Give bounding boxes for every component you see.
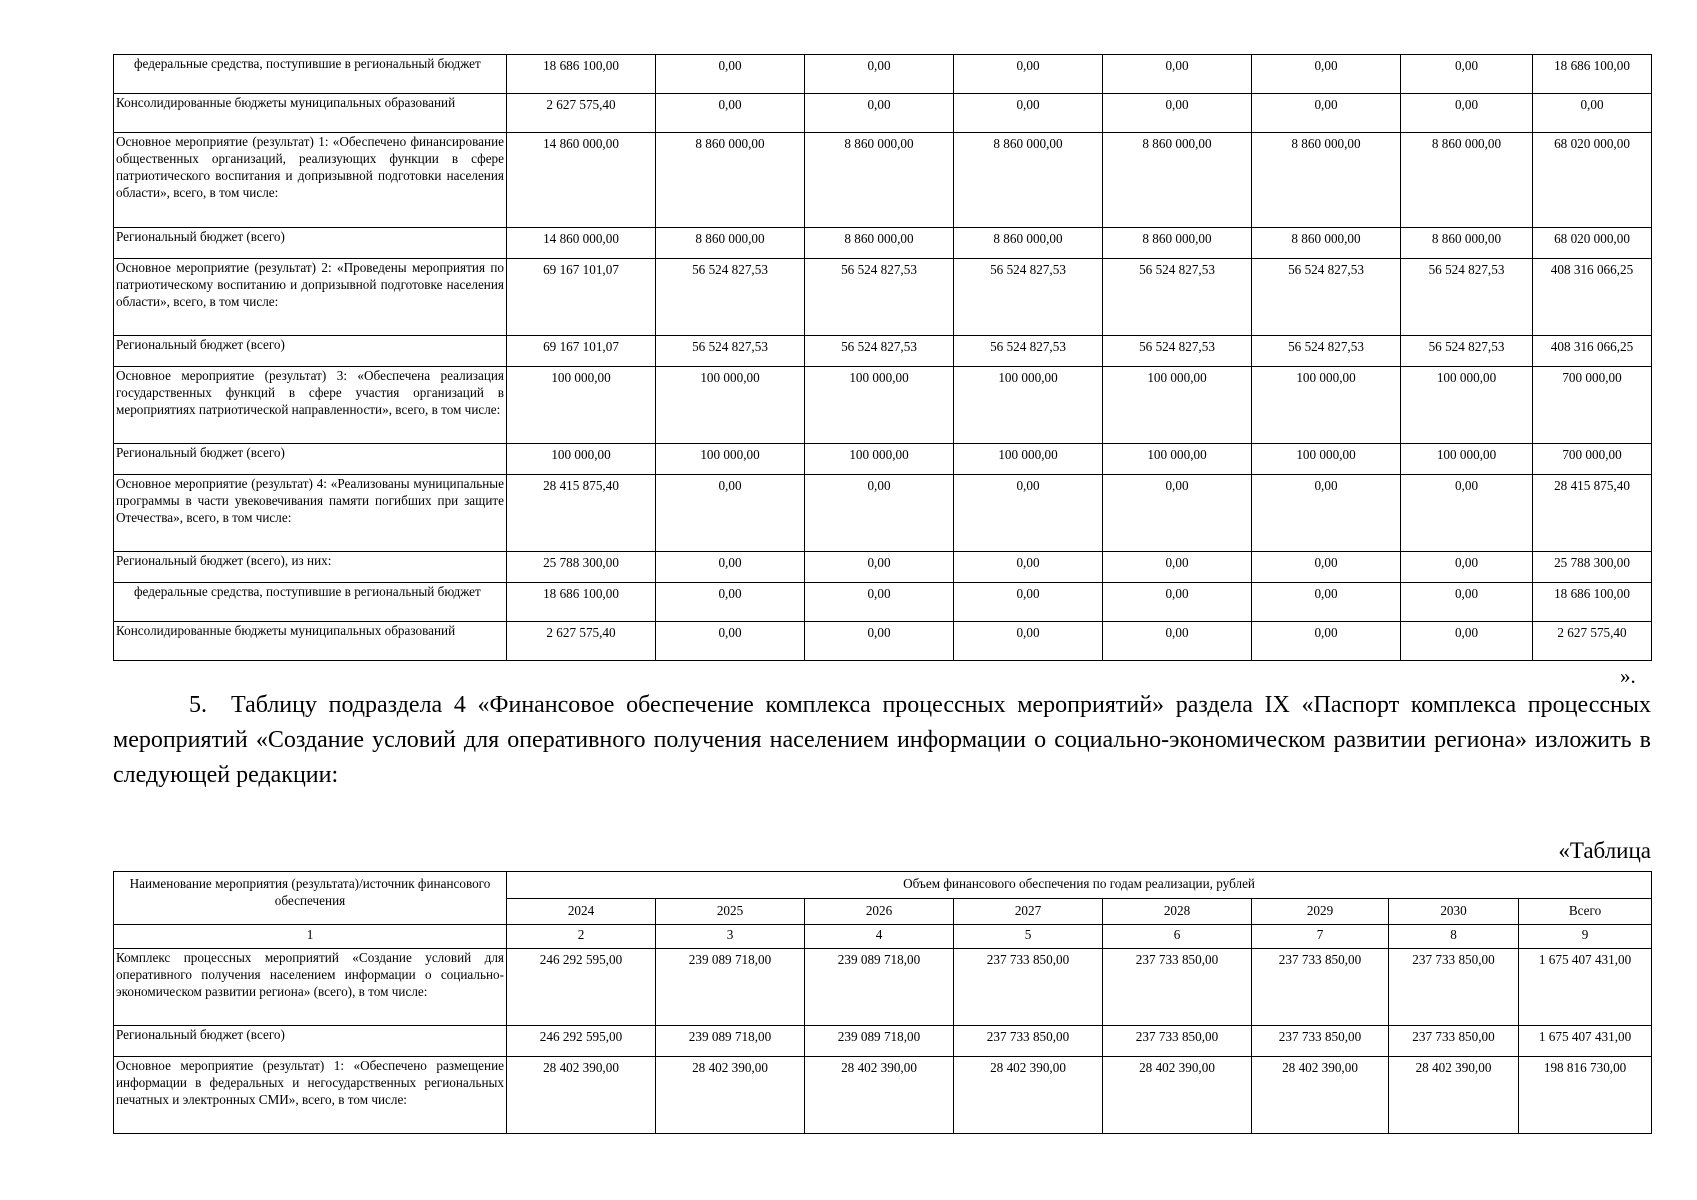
amount-cell: 28 402 390,00 [1103, 1057, 1252, 1134]
amount-cell: 28 415 875,40 [1533, 475, 1652, 552]
amount-cell: 0,00 [1252, 475, 1401, 552]
amount-cell: 0,00 [805, 94, 954, 133]
header-name-column: Наименование мероприятия (результата)/источник финансового обеспечения [114, 872, 507, 925]
amount-cell: 56 524 827,53 [1401, 259, 1533, 336]
amount-cell: 0,00 [1103, 94, 1252, 133]
amount-cell: 408 316 066,25 [1533, 336, 1652, 367]
table-row [114, 259, 1652, 336]
amount-cell: 0,00 [1252, 622, 1401, 661]
amount-cell: 56 524 827,53 [1103, 336, 1252, 367]
table-row [114, 552, 1652, 583]
amount-cell: 100 000,00 [1401, 444, 1533, 475]
row-label: Основное мероприятие (результат) 3: «Обеспечена реализация государственных функций в сфере участия организаций в мероприятиях патриотической направленности», всего, в том числе: [114, 367, 507, 444]
amount-cell: 0,00 [954, 552, 1103, 583]
amount-cell: 0,00 [954, 55, 1103, 94]
table-header-row [114, 872, 1652, 899]
amount-cell: 246 292 595,00 [507, 1026, 656, 1057]
table-row [114, 367, 1652, 444]
amount-cell: 100 000,00 [1252, 367, 1401, 444]
amount-cell: 0,00 [954, 622, 1103, 661]
amount-cell: 28 402 390,00 [507, 1057, 656, 1134]
amount-cell: 0,00 [1401, 583, 1533, 622]
amount-cell: 0,00 [1103, 552, 1252, 583]
row-label: Региональный бюджет (всего) [114, 228, 507, 259]
amount-cell: 8 860 000,00 [954, 133, 1103, 228]
amount-cell: 8 860 000,00 [1401, 133, 1533, 228]
amount-cell: 18 686 100,00 [507, 583, 656, 622]
amount-cell: 0,00 [656, 475, 805, 552]
amount-cell: 700 000,00 [1533, 444, 1652, 475]
amount-cell: 28 402 390,00 [805, 1057, 954, 1134]
amount-cell: 56 524 827,53 [805, 336, 954, 367]
amount-cell: 8 860 000,00 [1103, 228, 1252, 259]
amount-cell: 0,00 [1103, 55, 1252, 94]
amount-cell: 239 089 718,00 [805, 1026, 954, 1057]
header-column-number: 9 [1519, 925, 1652, 949]
amount-cell: 0,00 [1533, 94, 1652, 133]
row-label: Основное мероприятие (результат) 4: «Реализованы муниципальные программы в части увековечивания памяти погибших при защите Отечества», всего, в том числе: [114, 475, 507, 552]
amount-cell: 0,00 [954, 583, 1103, 622]
row-label: Комплекс процессных мероприятий «Создание условий для оперативного получения населением информации о социально-экономическом развитии региона» (всего), в том числе: [114, 949, 507, 1026]
row-label: Региональный бюджет (всего) [114, 444, 507, 475]
amount-cell: 56 524 827,53 [656, 336, 805, 367]
amount-cell: 28 402 390,00 [1252, 1057, 1389, 1134]
amount-cell: 100 000,00 [656, 367, 805, 444]
amount-cell: 8 860 000,00 [656, 133, 805, 228]
header-year: 2026 [805, 899, 954, 925]
table-row [114, 55, 1652, 94]
amount-cell: 100 000,00 [954, 444, 1103, 475]
amount-cell: 0,00 [1103, 475, 1252, 552]
amount-cell: 18 686 100,00 [1533, 583, 1652, 622]
process-activities-financing-table [113, 871, 1652, 1134]
amount-cell: 0,00 [1252, 94, 1401, 133]
table-row [114, 1057, 1652, 1134]
amount-cell: 0,00 [954, 475, 1103, 552]
table-row [114, 622, 1652, 661]
amount-cell: 100 000,00 [507, 444, 656, 475]
amount-cell: 8 860 000,00 [954, 228, 1103, 259]
amount-cell: 8 860 000,00 [1401, 228, 1533, 259]
amount-cell: 198 816 730,00 [1519, 1057, 1652, 1134]
amount-cell: 0,00 [1103, 622, 1252, 661]
amount-cell: 25 788 300,00 [507, 552, 656, 583]
row-label: Региональный бюджет (всего), из них: [114, 552, 507, 583]
header-column-number: 6 [1103, 925, 1252, 949]
amount-cell: 0,00 [805, 475, 954, 552]
amount-cell: 18 686 100,00 [507, 55, 656, 94]
table-row [114, 228, 1652, 259]
amount-cell: 100 000,00 [1252, 444, 1401, 475]
amount-cell: 100 000,00 [656, 444, 805, 475]
amount-cell: 0,00 [1401, 475, 1533, 552]
amount-cell: 0,00 [1103, 583, 1252, 622]
amount-cell: 56 524 827,53 [656, 259, 805, 336]
header-column-number: 7 [1252, 925, 1389, 949]
amount-cell: 100 000,00 [805, 444, 954, 475]
row-label: Региональный бюджет (всего) [114, 336, 507, 367]
amount-cell: 8 860 000,00 [1252, 228, 1401, 259]
amount-cell: 56 524 827,53 [954, 259, 1103, 336]
amount-cell: 2 627 575,40 [507, 622, 656, 661]
amount-cell: 408 316 066,25 [1533, 259, 1652, 336]
row-label: федеральные средства, поступившие в региональный бюджет [114, 55, 507, 94]
amount-cell: 0,00 [1252, 55, 1401, 94]
amount-cell: 100 000,00 [1103, 444, 1252, 475]
amount-cell: 69 167 101,07 [507, 259, 656, 336]
amount-cell: 0,00 [1401, 622, 1533, 661]
header-year: 2024 [507, 899, 656, 925]
amount-cell: 239 089 718,00 [656, 949, 805, 1026]
table-row [114, 475, 1652, 552]
header-year: 2030 [1389, 899, 1519, 925]
amount-cell: 0,00 [805, 583, 954, 622]
table-row [114, 949, 1652, 1026]
amount-cell: 237 733 850,00 [1252, 949, 1389, 1026]
row-label: Консолидированные бюджеты муниципальных образований [114, 94, 507, 133]
amount-cell: 1 675 407 431,00 [1519, 1026, 1652, 1057]
amount-cell: 239 089 718,00 [656, 1026, 805, 1057]
amount-cell: 237 733 850,00 [1103, 1026, 1252, 1057]
amount-cell: 700 000,00 [1533, 367, 1652, 444]
amount-cell: 69 167 101,07 [507, 336, 656, 367]
header-year: 2025 [656, 899, 805, 925]
amount-cell: 0,00 [1252, 552, 1401, 583]
header-year: Всего [1519, 899, 1652, 925]
table-header-column-numbers [114, 925, 1652, 949]
row-label: Основное мероприятие (результат) 1: «Обеспечено размещение информации в федеральных и негосударственных региональных печатных и электронных СМИ», всего, в том числе: [114, 1057, 507, 1134]
amount-cell: 0,00 [656, 55, 805, 94]
amount-cell: 239 089 718,00 [805, 949, 954, 1026]
table-label: «Таблица [1558, 838, 1651, 863]
amount-cell: 56 524 827,53 [1401, 336, 1533, 367]
header-column-number: 5 [954, 925, 1103, 949]
amount-cell: 56 524 827,53 [954, 336, 1103, 367]
amount-cell: 1 675 407 431,00 [1519, 949, 1652, 1026]
row-label: Консолидированные бюджеты муниципальных образований [114, 622, 507, 661]
table-row [114, 336, 1652, 367]
amount-cell: 100 000,00 [507, 367, 656, 444]
amount-cell: 0,00 [656, 94, 805, 133]
amount-cell: 28 402 390,00 [1389, 1057, 1519, 1134]
amount-cell: 14 860 000,00 [507, 228, 656, 259]
amount-cell: 0,00 [1401, 552, 1533, 583]
amount-cell: 28 402 390,00 [954, 1057, 1103, 1134]
header-column-number: 1 [114, 925, 507, 949]
row-label: федеральные средства, поступившие в региональный бюджет [114, 583, 507, 622]
amount-cell: 8 860 000,00 [656, 228, 805, 259]
financing-table-continued [113, 54, 1652, 661]
amount-cell: 237 733 850,00 [1252, 1026, 1389, 1057]
header-column-number: 3 [656, 925, 805, 949]
amount-cell: 2 627 575,40 [1533, 622, 1652, 661]
amount-cell: 68 020 000,00 [1533, 133, 1652, 228]
header-column-number: 2 [507, 925, 656, 949]
table-row [114, 94, 1652, 133]
closing-quote: ». [1620, 664, 1636, 688]
amount-cell: 56 524 827,53 [1252, 336, 1401, 367]
table-row [114, 583, 1652, 622]
row-label: Основное мероприятие (результат) 1: «Обеспечено финансирование общественных организаций, реализующих функции в сфере патриотического воспитания и допризывной подготовки населения области», всего, в том числе: [114, 133, 507, 228]
amount-cell: 18 686 100,00 [1533, 55, 1652, 94]
amount-cell: 0,00 [1252, 583, 1401, 622]
amount-cell: 237 733 850,00 [1103, 949, 1252, 1026]
amount-cell: 0,00 [1401, 94, 1533, 133]
amount-cell: 8 860 000,00 [805, 133, 954, 228]
amount-cell: 0,00 [805, 552, 954, 583]
amount-cell: 0,00 [954, 94, 1103, 133]
amount-cell: 100 000,00 [954, 367, 1103, 444]
amount-cell: 28 402 390,00 [656, 1057, 805, 1134]
amount-cell: 56 524 827,53 [1252, 259, 1401, 336]
row-label: Региональный бюджет (всего) [114, 1026, 507, 1057]
amount-cell: 0,00 [1401, 55, 1533, 94]
amount-cell: 0,00 [805, 622, 954, 661]
amount-cell: 100 000,00 [1103, 367, 1252, 444]
amount-cell: 68 020 000,00 [1533, 228, 1652, 259]
header-column-number: 8 [1389, 925, 1519, 949]
amount-cell: 237 733 850,00 [1389, 949, 1519, 1026]
amount-cell: 56 524 827,53 [1103, 259, 1252, 336]
header-year: 2029 [1252, 899, 1389, 925]
amendment-paragraph: 5. Таблицу подраздела 4 «Финансовое обеспечение комплекса процессных мероприятий» раздела IX «Паспорт комплекса процессных мероприятий «Создание условий для оперативного получения населением информации о социально-экономическом развитии региона» изложить в следующей редакции: [113, 692, 1652, 788]
amount-cell: 237 733 850,00 [1389, 1026, 1519, 1057]
amount-cell: 28 415 875,40 [507, 475, 656, 552]
amount-cell: 0,00 [656, 552, 805, 583]
table-row [114, 133, 1652, 228]
header-column-number: 4 [805, 925, 954, 949]
row-label: Основное мероприятие (результат) 2: «Проведены мероприятия по патриотическому воспитанию и допризывной подготовке населения области», всего, в том числе: [114, 259, 507, 336]
amount-cell: 8 860 000,00 [805, 228, 954, 259]
table-row [114, 444, 1652, 475]
financing-table-body [114, 55, 1652, 661]
amount-cell: 8 860 000,00 [1252, 133, 1401, 228]
amount-cell: 237 733 850,00 [954, 1026, 1103, 1057]
amount-cell: 8 860 000,00 [1103, 133, 1252, 228]
amount-cell: 0,00 [656, 622, 805, 661]
table-row [114, 1026, 1652, 1057]
header-volume: Объем финансового обеспечения по годам реализации, рублей [507, 872, 1652, 899]
amount-cell: 25 788 300,00 [1533, 552, 1652, 583]
amount-cell: 246 292 595,00 [507, 949, 656, 1026]
amount-cell: 237 733 850,00 [954, 949, 1103, 1026]
header-year: 2028 [1103, 899, 1252, 925]
amount-cell: 100 000,00 [805, 367, 954, 444]
process-activities-table-body [114, 949, 1652, 1134]
amount-cell: 0,00 [656, 583, 805, 622]
amount-cell: 2 627 575,40 [507, 94, 656, 133]
amount-cell: 14 860 000,00 [507, 133, 656, 228]
amount-cell: 56 524 827,53 [805, 259, 954, 336]
amount-cell: 0,00 [805, 55, 954, 94]
amount-cell: 100 000,00 [1401, 367, 1533, 444]
header-year: 2027 [954, 899, 1103, 925]
